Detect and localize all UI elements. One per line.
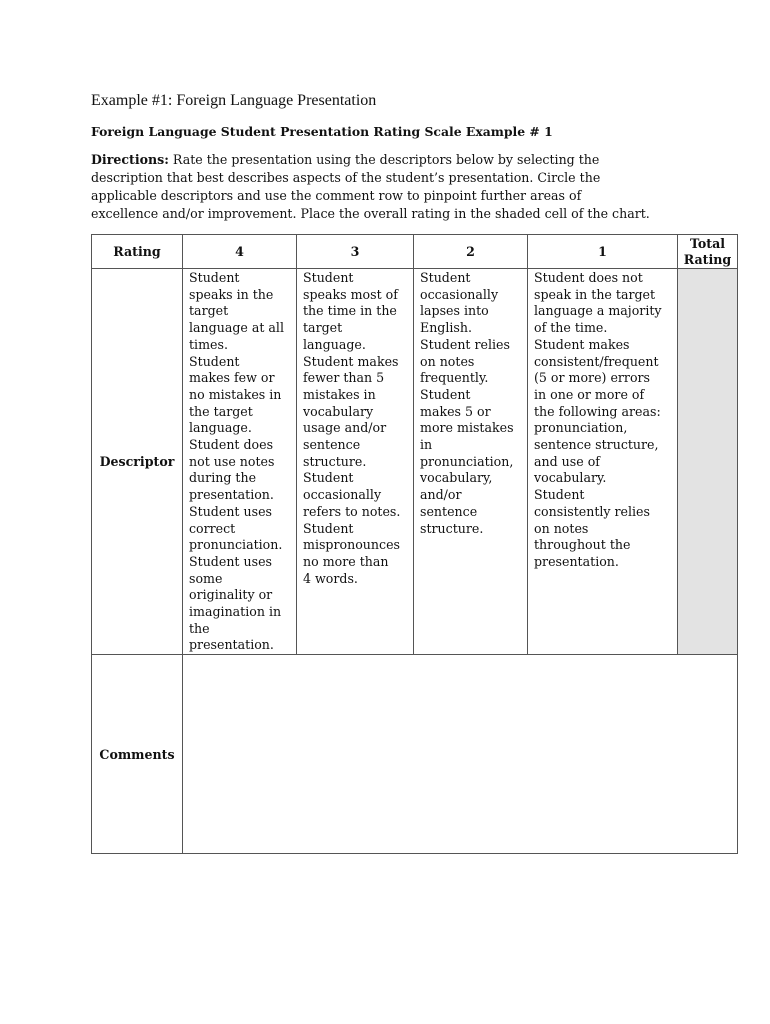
descriptor-line: no mistakes in <box>189 386 282 402</box>
descriptor-row <box>92 269 738 655</box>
header-score-1: 1 <box>528 235 678 269</box>
descriptor-cell-2 <box>414 269 528 655</box>
header-score-3: 3 <box>297 235 414 269</box>
descriptor-line: presentation. <box>534 553 619 569</box>
descriptor-cell-4 <box>183 269 297 655</box>
comments-area[interactable] <box>183 655 738 854</box>
directions-paragraph <box>91 151 741 223</box>
header-total-rating <box>678 235 738 269</box>
descriptor-line: (5 or more) errors <box>534 370 651 386</box>
descriptor-line: the target <box>189 403 253 419</box>
descriptor-line: some <box>189 570 223 586</box>
descriptor-line: presentation. <box>189 487 274 503</box>
descriptor-line: times. <box>189 336 228 352</box>
descriptor-line: English. <box>420 320 472 336</box>
descriptor-line: language a majority <box>534 303 662 319</box>
header-row <box>92 235 738 269</box>
header-total-line-2: Rating <box>683 251 732 267</box>
rubric-subtitle: Foreign Language Student Presentation Rating Scale Example # 1 <box>91 124 553 139</box>
descriptor-line: of the time. <box>534 320 608 336</box>
descriptor-line: structure. <box>420 520 484 536</box>
header-score-2: 2 <box>414 235 528 269</box>
descriptor-line: occasionally <box>420 286 499 302</box>
descriptor-line: occasionally <box>303 487 382 503</box>
descriptor-line: correct <box>189 520 236 536</box>
descriptor-line: Student <box>420 386 471 402</box>
descriptor-line: speaks in the <box>189 286 274 302</box>
descriptor-line: not use notes <box>189 453 275 469</box>
descriptor-line: lapses into <box>420 303 489 319</box>
descriptor-cell-1 <box>528 269 678 655</box>
directions-text: Rate the presentation using the descriptors below by selecting the <box>168 152 600 167</box>
descriptor-text-1 <box>534 269 677 571</box>
comments-label: Comments <box>92 655 183 854</box>
descriptor-line: vocabulary. <box>534 470 607 486</box>
descriptor-line: Student uses <box>189 503 272 519</box>
descriptor-line: originality or <box>189 587 273 603</box>
descriptor-line: Student <box>420 270 471 285</box>
directions-line-2: description that best describes aspects of the student’s presentation. Circle the <box>91 170 601 185</box>
total-rating-cell[interactable] <box>678 269 738 655</box>
descriptor-line: Student does not <box>534 270 643 285</box>
page-title: Example #1: Foreign Language Presentation <box>91 92 377 109</box>
descriptor-line: consistent/frequent <box>534 353 659 369</box>
descriptor-label: Descriptor <box>92 269 183 655</box>
descriptor-line: Student uses <box>189 553 272 569</box>
descriptor-line: Student relies <box>420 336 510 352</box>
descriptor-line: target <box>303 320 343 336</box>
descriptor-line: mispronounces <box>303 537 400 553</box>
descriptor-line: the time in the <box>303 303 397 319</box>
descriptor-text-4 <box>189 269 296 654</box>
descriptor-line: Student makes <box>303 353 399 369</box>
descriptor-text-2 <box>420 269 527 537</box>
descriptor-line: pronunciation. <box>189 537 283 553</box>
rating-scale-table <box>91 234 738 854</box>
descriptor-line: on notes <box>534 520 589 536</box>
descriptor-line: on notes <box>420 353 475 369</box>
descriptor-line: more mistakes <box>420 420 514 436</box>
directions-line-3: applicable descriptors and use the comment row to pinpoint further areas of <box>91 188 582 203</box>
descriptor-line: Student <box>189 270 240 285</box>
descriptor-line: pronunciation, <box>420 453 514 469</box>
descriptor-line: Student <box>189 353 240 369</box>
descriptor-line: presentation. <box>189 637 274 653</box>
descriptor-line: the <box>189 620 210 636</box>
descriptor-line: and/or <box>420 487 462 503</box>
descriptor-line: makes few or <box>189 370 275 386</box>
descriptor-line: pronunciation, <box>534 420 628 436</box>
descriptor-cell-3 <box>297 269 414 655</box>
descriptor-line: language. <box>189 420 252 436</box>
descriptor-line: mistakes in <box>303 386 376 402</box>
descriptor-line: no more than <box>303 553 389 569</box>
directions-label: Directions: <box>91 152 169 167</box>
descriptor-line: during the <box>189 470 257 486</box>
descriptor-line: refers to notes. <box>303 503 401 519</box>
descriptor-line: target <box>189 303 229 319</box>
header-score-4: 4 <box>183 235 297 269</box>
descriptor-line: vocabulary, <box>420 470 493 486</box>
descriptor-line: speaks most of <box>303 286 398 302</box>
descriptor-line: Student makes <box>534 336 630 352</box>
descriptor-line: Student <box>303 270 354 285</box>
descriptor-line: makes 5 or <box>420 403 491 419</box>
descriptor-line: sentence <box>303 437 361 453</box>
descriptor-line: imagination in <box>189 604 282 620</box>
descriptor-line: the following areas: <box>534 403 661 419</box>
descriptor-line: in <box>420 437 433 453</box>
directions-line-1 <box>91 151 741 169</box>
descriptor-line: vocabulary <box>303 403 374 419</box>
descriptor-line: throughout the <box>534 537 631 553</box>
directions-line-4: excellence and/or improvement. Place the overall rating in the shaded cell of the chart. <box>91 206 650 221</box>
descriptor-line: language. <box>303 336 366 352</box>
comments-row <box>92 655 738 854</box>
descriptor-line: in one or more of <box>534 386 645 402</box>
descriptor-line: Student <box>303 520 354 536</box>
descriptor-line: speak in the target <box>534 286 656 302</box>
descriptor-line: language at all <box>189 320 284 336</box>
descriptor-line: 4 words. <box>303 570 358 586</box>
descriptor-text-3 <box>303 269 413 587</box>
header-rating: Rating <box>92 235 183 269</box>
header-total-line-1: Total <box>689 235 726 251</box>
descriptor-line: Student <box>534 487 585 503</box>
descriptor-line: usage and/or <box>303 420 387 436</box>
descriptor-line: structure. <box>303 453 367 469</box>
descriptor-line: sentence structure, <box>534 437 659 453</box>
descriptor-line: and use of <box>534 453 600 469</box>
descriptor-line: Student does <box>189 437 274 453</box>
descriptor-line: consistently relies <box>534 503 650 519</box>
descriptor-line: frequently. <box>420 370 489 386</box>
descriptor-line: sentence <box>420 503 478 519</box>
descriptor-line: Student <box>303 470 354 486</box>
descriptor-line: fewer than 5 <box>303 370 385 386</box>
